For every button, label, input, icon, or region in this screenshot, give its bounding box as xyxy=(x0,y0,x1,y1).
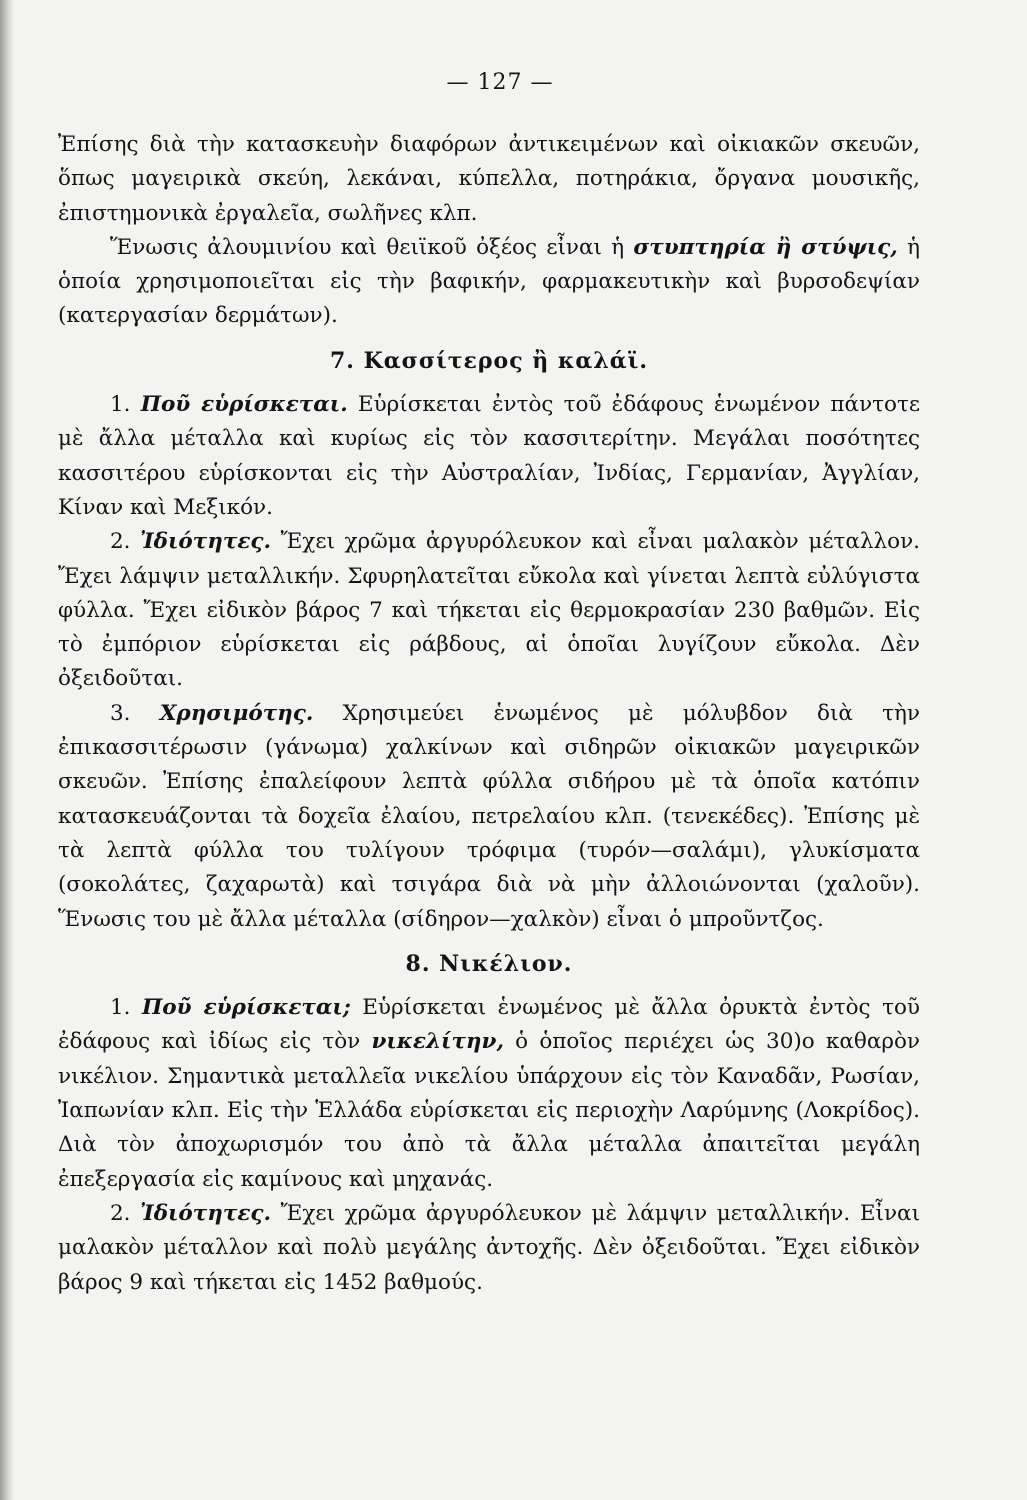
item-text: Ἔχει χρῶμα ἀργυρόλευκον μὲ λάμψιν μεταλλικήν. Εἶναι μαλακὸν μέταλλον καὶ πολὺ μεγάλης ἀντοχῆς. Δὲν ὀξειδοῦται. Ἔχει εἰδικὸν βάρος 9 καὶ τήκεται εἰς 1452 βαθμούς. xyxy=(58,1200,921,1295)
tin-properties-paragraph xyxy=(58,525,920,696)
item-label: Ποῦ εὑρίσκεται; xyxy=(141,995,351,1021)
section-heading-tin: 7. Κασσίτερος ἢ καλάϊ. xyxy=(329,347,649,374)
page-body xyxy=(58,128,920,1300)
nickel-where-paragraph xyxy=(58,991,920,1197)
item-number: 1. xyxy=(110,392,131,418)
paragraph-uses: Ἐπίσης διὰ τὴν κατασκευὴν διαφόρων ἀντικειμένων καὶ οἰκιακῶν σκευῶν, ὅπως μαγειρικὰ σκεύη, λεκάναι, κύπελλα, ποτηράκια, ὄργανα μουσικῆς, ἐπιστημονικὰ ἐργαλεῖα, σωλῆνες κλπ. xyxy=(58,132,920,226)
item-number: 3. xyxy=(110,700,131,726)
item-text: Εὑρίσκεται ἐντὸς τοῦ ἐδάφους ἑνωμένον πάντοτε μὲ ἄλλα μέταλλα καὶ κυρίως εἰς τὸν κασσιτερίτην. Μεγάλαι ποσότητες κασσιτέρου εὑρίσκονται εἰς τὴν Αὐστραλίαν, Ἰνδίας, Γερμανίαν, Ἀγγλίαν, Κίναν καὶ Μεξικόν. xyxy=(58,392,921,520)
tin-where-paragraph xyxy=(58,388,920,525)
item-label: Ποῦ εὑρίσκεται. xyxy=(140,392,348,418)
nickel-ore-term: νικελίτην, xyxy=(371,1029,504,1055)
item-text-after: ὁ ὁποῖος περιέχει ὡς 30)ο καθαρὸν νικέλιον. Σημαντικὰ μεταλλεῖα νικελίου ὑπάρχουν εἰς τὸν Καναδᾶν, Ρωσίαν, Ἰαπωνίαν κλπ. Εἰς τὴν Ἑλλάδα εὑρίσκεται εἰς περιοχὴν Λαρύμνης (Λοκρίδος). Διὰ τὸν ἀποχωρισμόν του ἀπὸ τὰ ἄλλα μέταλλα ἀπαιτεῖται μεγάλη ἐπεξεργασία εἰς καμίνους καὶ μηχανάς. xyxy=(58,1029,920,1192)
item-number: 2. xyxy=(110,529,131,555)
section-heading-nickel: 8. Νικέλιον. xyxy=(405,950,573,977)
item-text: Χρησιμεύει ἑνωμένος μὲ μόλυβδον διὰ τὴν ἐπικασσιτέρωσιν (γάνωμα) χαλκίνων καὶ σιδηρῶν οἰκιακῶν μαγειρικῶν σκευῶν. Ἐπίσης ἐπαλείφουν λεπτὰ φύλλα σιδήρου μὲ τὰ ὁποῖα κατόπιν κατασκευάζονται τὰ δοχεῖα ἐλαίου, πετρελαίου κλπ. (τενεκέδες). Ἐπίσης μὲ τὰ λεπτὰ φύλλα του τυλίγουν τρόφιμα (τυρόν—σαλάμι), γλυκίσματα (σοκολάτες, ζαχαρωτὰ) καὶ τσιγάρα διὰ νὰ μὴν ἀλλοιώνονται (χαλοῦν). Ἕνωσις του μὲ ἄλλα μέταλλα (σίδηρον—χαλκὸν) εἶναι ὁ μπροῦντζος. xyxy=(58,700,920,932)
item-label: Χρησιμότης. xyxy=(159,700,314,726)
item-text-before: Εὑρίσκεται ἑνωμένος μὲ ἄλλα ὀρυκτὰ ἐντὸς τοῦ ἐδάφους καὶ ἰδίως εἰς τὸν xyxy=(58,995,920,1055)
alum-text-after: ἡ ὁποία χρησιμοποιεῖται εἰς τὴν βαφικήν, φαρμακευτικὴν καὶ βυρσοδεψίαν (κατεργασίαν δερμάτων). xyxy=(58,234,920,329)
alum-term: στυπτηρία ἢ στύψις, xyxy=(633,234,898,260)
page-number: — 127 — xyxy=(446,70,554,95)
item-label: Ἰδιότητες. xyxy=(140,1200,271,1226)
page-spine-shadow xyxy=(0,0,14,1500)
item-text: Ἔχει χρῶμα ἀργυρόλευκον καὶ εἶναι μαλακὸν μέταλλον. Ἔχει λάμψιν μεταλλικήν. Σφυρηλατεῖται εὔκολα καὶ γίνεται λεπτὰ εὐλύγιστα φύλλα. Ἔχει εἰδικὸν βάρος 7 καὶ τήκεται εἰς θερμοκρασίαν 230 βαθμῶν. Εἰς τὸ ἐμπόριον εὑρίσκεται εἰς ράβδους, αἱ ὁποῖαι λυγίζουν εὔκολα. Δὲν ὀξειδοῦται. xyxy=(58,529,921,692)
item-label: Ἰδιότητες. xyxy=(140,529,271,555)
alum-text-before: Ἕνωσις ἀλουμινίου καὶ θειϊκοῦ ὀξέος εἶναι ἡ xyxy=(110,234,625,260)
nickel-properties-paragraph xyxy=(58,1197,920,1300)
tin-uses-paragraph xyxy=(58,697,920,937)
paragraph-alum xyxy=(58,231,920,334)
item-number: 2. xyxy=(110,1200,131,1226)
item-number: 1. xyxy=(110,995,131,1021)
